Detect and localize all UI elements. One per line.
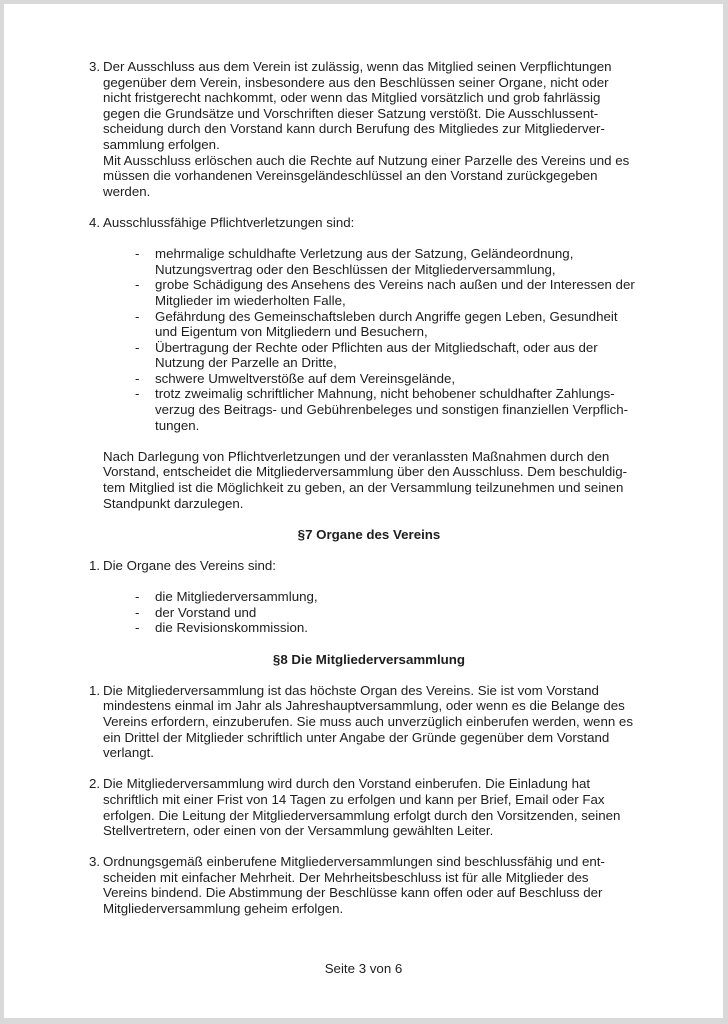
- text-line: Nutzungsvertrag oder den Beschlüssen der Mitgliederversammlung,: [155, 261, 556, 277]
- item-text: [103, 776, 649, 838]
- dash-bullet-icon: -: [135, 370, 140, 386]
- list-item: [89, 589, 649, 605]
- section6-item-4: [89, 215, 649, 231]
- item-number: 1.: [89, 558, 101, 573]
- section8-item-1: [89, 683, 649, 761]
- text-line: tem Mitglied ist die Möglichkeit zu geben, an der Versammlung teilzunehmen und seinen: [103, 480, 624, 496]
- text-line: verzug des Beitrags- und Gebührenbeleges und sonstigen finanziellen Verpflich-: [155, 402, 629, 418]
- section7-heading: §7 Organe des Vereins: [297, 526, 441, 542]
- text-line: mehrmalige schuldhafte Verletzung aus der Satzung, Geländeordnung,: [155, 246, 574, 262]
- text-line: Mitglieder im wiederholten Falle,: [155, 292, 346, 308]
- text-line: müssen die vorhandenen Vereinsgeländeschlüssel an den Vorstand zurückgegeben: [103, 168, 598, 184]
- text-line: trotz zweimalig schriftlicher Mahnung, nicht behobener schuldhafter Zahlungs-: [155, 386, 615, 402]
- text-line: verlangt.: [103, 745, 154, 761]
- text-line: Stellvertretern, oder einen von der Versammlung gewählten Leiter.: [103, 823, 494, 839]
- item-number: 2.: [89, 776, 101, 792]
- list-item: [89, 371, 649, 387]
- list-item: [89, 340, 649, 371]
- section8-heading: §8 Die Mitgliederversammlung: [272, 651, 466, 667]
- dash-bullet-icon: -: [135, 620, 140, 636]
- item-intro: Die Organe des Vereins sind:: [103, 558, 276, 573]
- text-line: erfolgen. Die Leitung der Mitgliederversammlung erfolgt durch den Vorsitzenden, seinen: [103, 807, 621, 823]
- text-line: schwere Umweltverstöße auf dem Vereinsgelände,: [155, 370, 456, 386]
- text-line: Mit Ausschluss erlöschen auch die Rechte auf Nutzung einer Parzelle des Vereins und es: [103, 152, 630, 168]
- text-line: Mitgliederversammlung geheim erfolgen.: [103, 901, 344, 917]
- text-line: Übertragung der Rechte oder Pflichten aus der Mitgliedschaft, oder aus der: [155, 339, 598, 355]
- list-item: [89, 246, 649, 277]
- text-line: und Eigentum von Mitgliedern und Besuchern,: [155, 324, 428, 340]
- item-text: [103, 854, 649, 916]
- text-line: Standpunkt darzulegen.: [103, 495, 244, 511]
- violations-list: [89, 246, 649, 433]
- list-item: [89, 620, 649, 636]
- section7-item-1: [89, 558, 649, 574]
- text-line: tungen.: [155, 417, 200, 433]
- item-number: 4.: [89, 214, 101, 230]
- text-line: ein Drittel der Mitglieder schriftlich unter Angabe der Gründe gegenüber dem Vorstand: [103, 729, 610, 745]
- text-line: der Vorstand und: [155, 604, 257, 620]
- text-line: schriftlich mit einer Frist von 14 Tagen zu erfolgen und kann per Brief, Email oder Fax: [103, 791, 605, 807]
- section6-item-4-closing: [89, 449, 649, 511]
- text-line: sammlung erfolgen.: [103, 136, 220, 152]
- list-item: [89, 386, 649, 433]
- text-line: werden.: [103, 183, 151, 199]
- list-item: [89, 605, 649, 621]
- dash-bullet-icon: -: [135, 386, 140, 402]
- item-text: [103, 683, 649, 761]
- text-line: Vereins bindend. Die Abstimmung der Beschlüsse kann offen oder auf Beschluss der: [103, 885, 603, 901]
- item-text: [103, 59, 649, 199]
- item-number: 3.: [89, 59, 101, 74]
- text-line: Nach Darlegung von Pflichtverletzungen und der veranlassten Maßnahmen durch den: [103, 448, 610, 464]
- section8-item-2: [89, 776, 649, 838]
- item-number: 3.: [89, 854, 101, 870]
- text-line: Der Ausschluss aus dem Verein ist zulässig, wenn das Mitglied seinen Verpflichtungen: [103, 59, 612, 74]
- item-number: 1.: [89, 682, 101, 698]
- text-line: die Mitgliederversammlung,: [155, 589, 318, 605]
- dash-bullet-icon: -: [135, 604, 140, 620]
- text-line: Gefährdung des Gemeinschaftsleben durch Angriffe gegen Leben, Gesundheit: [155, 308, 618, 324]
- text-line: scheiden mit einfacher Mehrheit. Der Mehrheitsbeschluss ist für alle Mitglieder des: [103, 869, 589, 885]
- document-page: [4, 4, 723, 1018]
- list-item: [89, 309, 649, 340]
- text-line: Die Mitgliederversammlung wird durch den Vorstand einberufen. Die Einladung hat: [103, 776, 591, 792]
- dash-bullet-icon: -: [135, 277, 140, 293]
- text-line: gegen die Grundsätze und Vorschriften dieser Satzung verstößt. Die Ausschlussent-: [103, 105, 599, 121]
- list-item: [89, 277, 649, 308]
- text-line: Ordnungsgemäß einberufene Mitgliederversammlungen sind beschlussfähig und ent-: [103, 854, 605, 870]
- text-line: nicht fristgerecht nachkommt, oder wenn das Mitglied vorsätzlich und grob fahrlässig: [103, 90, 601, 106]
- section6-item-3: [89, 59, 649, 199]
- text-line: Vereins erfordern, einzuberufen. Sie muss auch unverzüglich einberufen werden, wenn es: [103, 713, 633, 729]
- text-line: Vorstand, entscheidet die Mitgliederversammlung über den Ausschluss. Dem beschuldig-: [103, 464, 628, 480]
- text-line: Die Mitgliederversammlung ist das höchste Organ des Vereins. Sie ist vom Vorstand: [103, 682, 599, 698]
- dash-bullet-icon: -: [135, 246, 140, 262]
- item-intro: Ausschlussfähige Pflichtverletzungen sind:: [103, 214, 355, 230]
- text-line: die Revisionskommission.: [155, 620, 308, 636]
- organs-list: [89, 589, 649, 636]
- text-line: grobe Schädigung des Ansehens des Vereins nach außen und der Interessen der: [155, 277, 635, 293]
- page-content: [89, 59, 649, 917]
- text-line: mindestens einmal im Jahr als Jahreshauptversammlung, oder wenn es die Belange des: [103, 698, 625, 714]
- dash-bullet-icon: -: [135, 308, 140, 324]
- dash-bullet-icon: -: [135, 339, 140, 355]
- section8-item-3: [89, 854, 649, 916]
- page-number-footer: Seite 3 von 6: [324, 961, 403, 976]
- text-line: gegenüber dem Verein, insbesondere aus den Beschlüssen seiner Organe, nicht oder: [103, 74, 609, 90]
- text-line: scheidung durch den Vorstand kann durch Berufung des Mitgliedes zur Mitgliederver-: [103, 121, 605, 137]
- dash-bullet-icon: -: [135, 589, 140, 605]
- text-line: Nutzung der Parzelle an Dritte,: [155, 355, 337, 371]
